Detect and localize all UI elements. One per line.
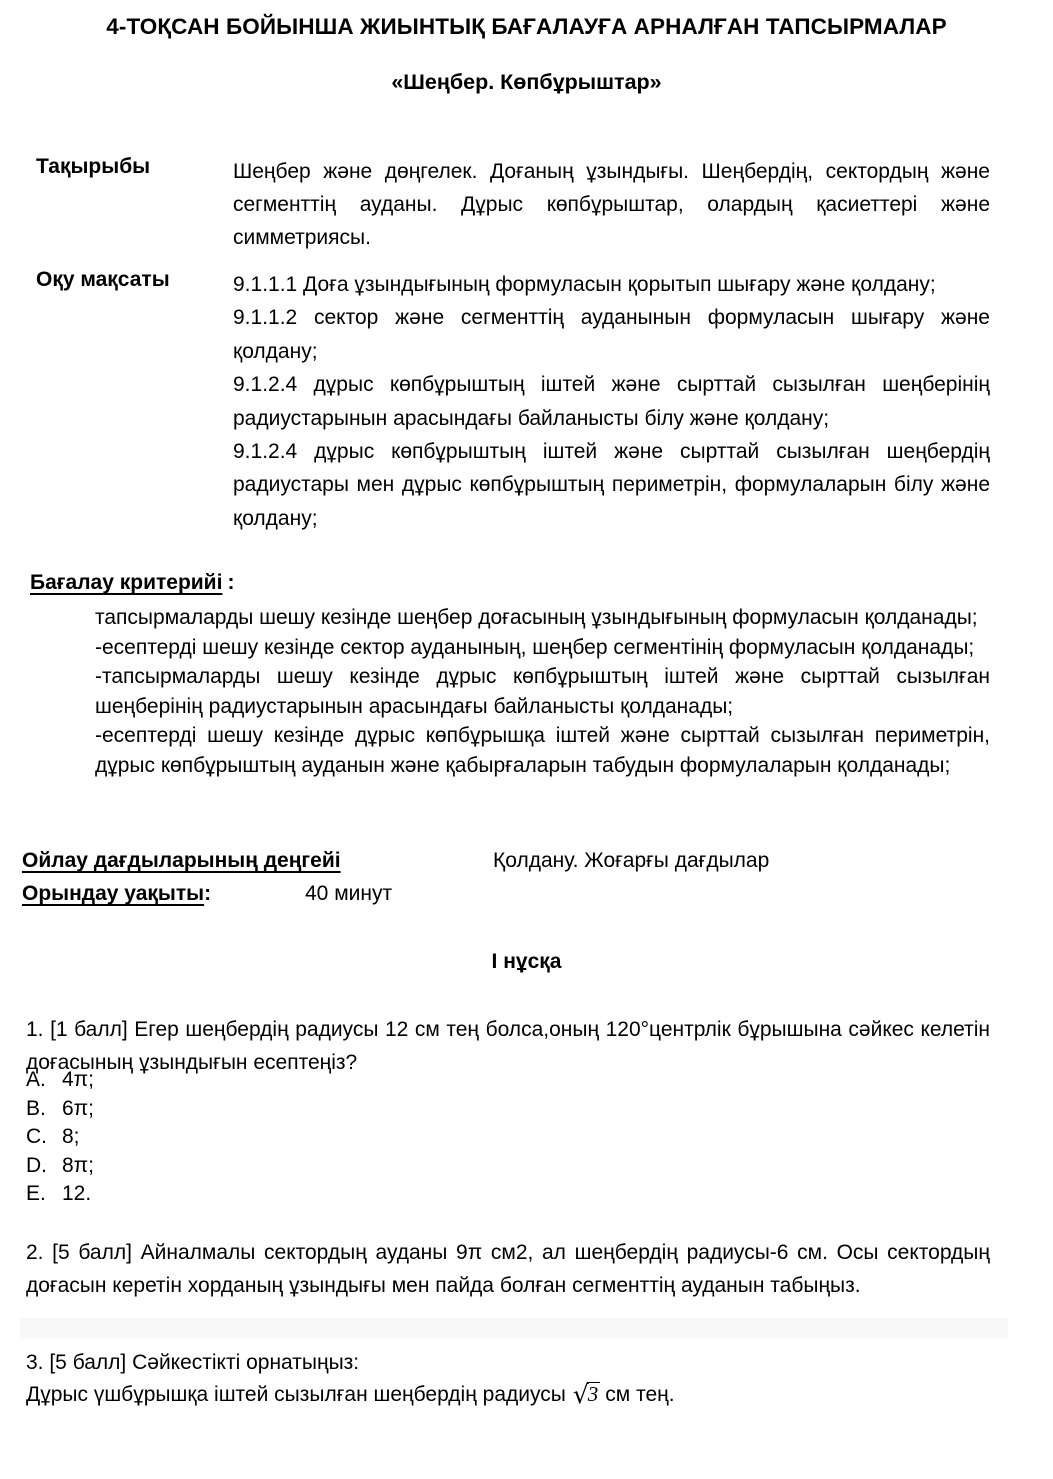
option-a	[26, 1066, 94, 1095]
topic-label: Тақырыбы	[36, 155, 151, 178]
radical-sign: √	[572, 1380, 587, 1409]
learning-objective-item: 9.1.1.2 сектор және сегменттің ауданынын формуласын шығару және қолдану;	[233, 306, 990, 363]
document-title: 4-ТОҚСАН БОЙЫНША ЖИЫНТЫҚ БАҒАЛАУҒА АРНАЛҒАН ТАПСЫРМАЛАР	[106, 14, 947, 39]
learning-objective-label: Оқу мақсаты	[36, 268, 170, 291]
learning-objective-list	[233, 268, 990, 535]
learning-objective-item: 9.1.1.1 Доға ұзындығының формуласын қорытып шығару және қолдану;	[233, 273, 936, 296]
option-e-value: 12.	[62, 1182, 92, 1205]
duration-row	[0, 882, 1053, 915]
question-3-statement-after: см тең.	[605, 1383, 675, 1406]
thinking-skills-label: Ойлау дағдыларының деңгейі	[22, 849, 341, 872]
document-subtitle: «Шеңбер. Көпбұрыштар»	[391, 70, 662, 94]
question-1-options	[26, 1066, 94, 1209]
option-e	[26, 1180, 94, 1209]
duration-label-wrap	[22, 882, 211, 906]
option-e-letter: E.	[26, 1182, 46, 1205]
option-b-value: 6π;	[62, 1096, 95, 1120]
thinking-skills-row	[0, 849, 1053, 882]
option-c-letter: C.	[26, 1125, 47, 1148]
question-3-statement-before: Дұрыс үшбұрышқа іштей сызылған шеңбердің радиусы	[26, 1383, 566, 1406]
option-b	[26, 1095, 94, 1124]
topic-text: Шеңбер және дөңгелек. Доғаның ұзындығы. Шеңбердің, сектордың және сегменттің ауданы. Дұрыс көпбұрыштар, олардың қасиеттері және симметриясы.	[233, 160, 990, 249]
question-3-text: 3. [5 балл] Сәйкестікті орнатыңыз:	[26, 1351, 360, 1374]
option-b-letter: B.	[26, 1096, 46, 1120]
option-c	[26, 1123, 94, 1152]
option-d	[26, 1152, 94, 1181]
option-d-value: 8π;	[62, 1153, 95, 1177]
question-1-text: 1. [1 балл] Егер шеңбердің радиусы 12 см тең болса,оның 120°центрлік бұрышына сәйкес келетін доғасының ұзындығын есептеңіз?	[26, 1018, 990, 1074]
criteria-item: -есептерді шешу кезінде дұрыс көпбұрышқа іштей және сырттай сызылған периметрін, дұрыс көпбұрыштың ауданын және қабырғаларын табудын формулаларын қолданады;	[95, 724, 990, 777]
option-a-letter: A.	[26, 1068, 46, 1091]
option-a-value: 4π;	[62, 1068, 95, 1091]
criteria-heading-label: Бағалау критерийі	[30, 571, 223, 594]
criteria-heading	[30, 571, 234, 595]
duration-value: 40 минут	[305, 882, 393, 905]
option-d-letter: D.	[26, 1153, 47, 1177]
duration-label: Орындау уақыты	[22, 882, 205, 905]
criteria-item: тапсырмаларды шешу кезінде шеңбер доғасының ұзындығының формуласын қолданады;	[95, 606, 978, 629]
learning-objective-item: 9.1.2.4 дұрыс көпбұрыштың іштей және сырттай сызылған шеңбердің радиустары мен дұрыс көпбұрыштың периметрін, формулаларын білу және қолдану;	[233, 440, 990, 530]
empty-highlight-band	[20, 1318, 1008, 1339]
option-c-value: 8;	[62, 1125, 80, 1148]
sqrt-3-formula	[573, 1378, 600, 1411]
duration-colon: :	[204, 882, 212, 905]
learning-objective-item: 9.1.2.4 дұрыс көпбұрыштың іштей және сырттай сызылған шеңберінің радиустарынын арасындағы байланысты білу және қолдану;	[233, 373, 990, 430]
criteria-item: -есептерді шешу кезінде сектор ауданының, шеңбер сегментінің формуласын қолданады;	[95, 635, 975, 659]
variant-heading: І нұсқа	[491, 950, 562, 973]
criteria-item: -тапсырмаларды шешу кезінде дұрыс көпбұрыштың іштей және сырттай сызылған шеңберінің радиустарынын арасындағы байланысты қолданады;	[95, 665, 990, 718]
thinking-skills-value: Қолдану. Жоғарғы дағдылар	[493, 849, 770, 872]
criteria-heading-colon: :	[227, 571, 235, 594]
question-3-statement	[26, 1378, 675, 1411]
radicand: 3	[587, 1382, 599, 1406]
question-2-text: 2. [5 балл] Айналмалы сектордың ауданы 9π см2, ал шеңбердің радиусы-6 см. Осы сектордың доғасын керетін хорданың ұзындығы мен пайда болған сегменттің ауданын табыңыз.	[26, 1241, 990, 1297]
criteria-list	[95, 603, 990, 781]
